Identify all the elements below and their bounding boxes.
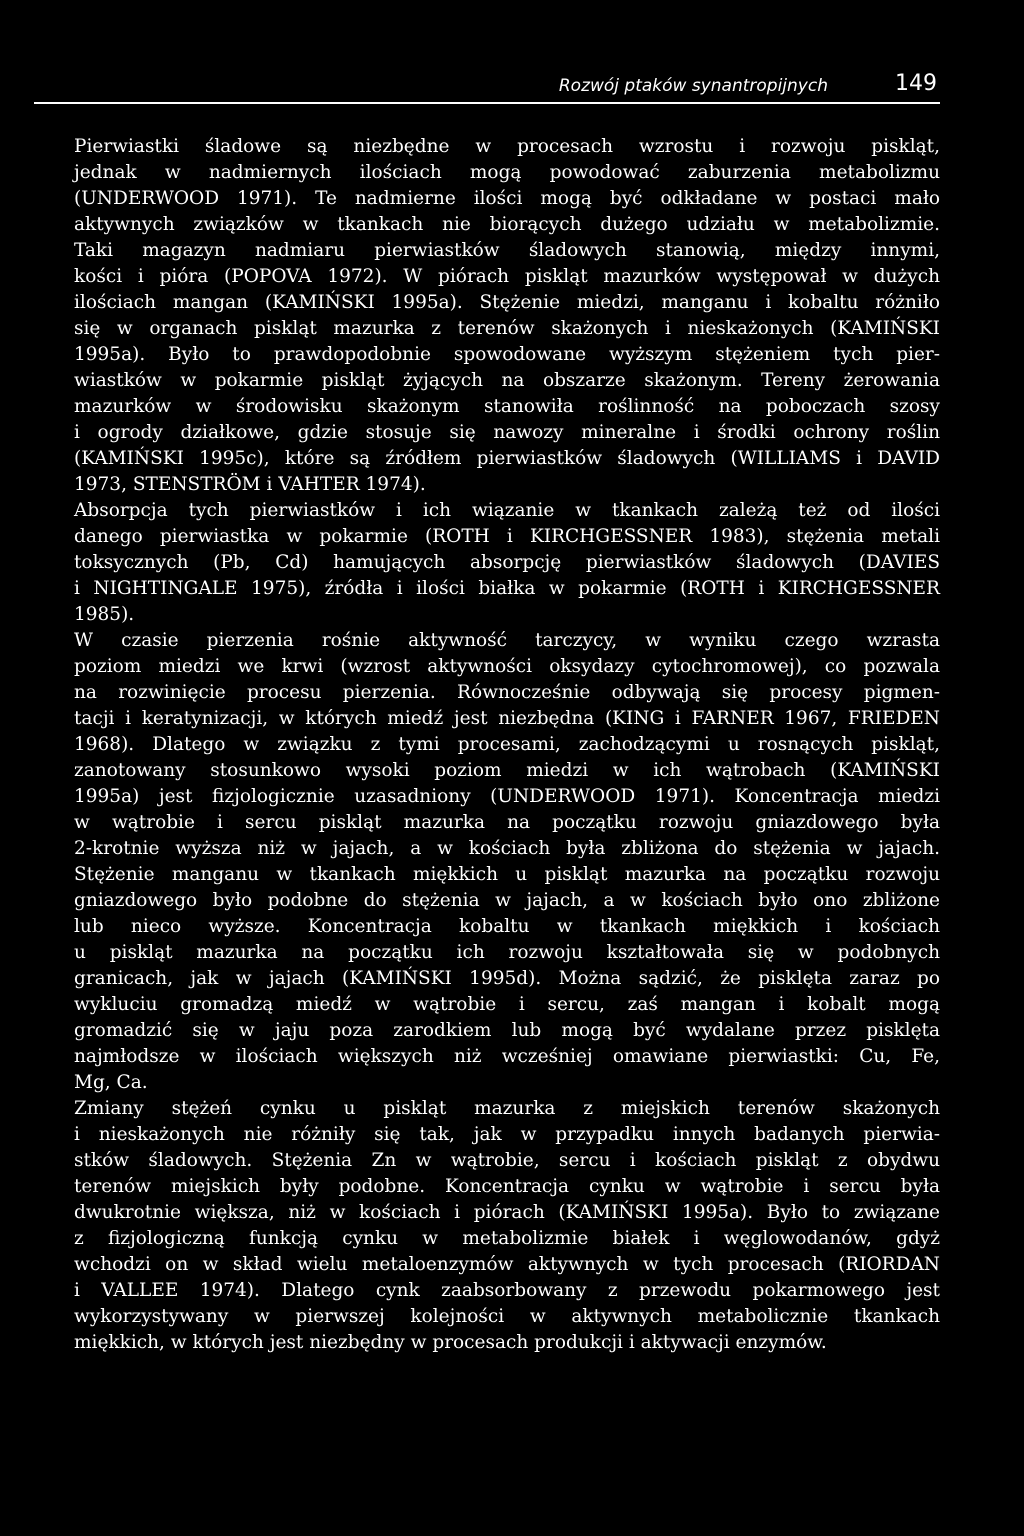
paragraph (34, 628, 940, 1096)
text-line: Zmiany stężeń cynku u piskląt mazurka z miejskich terenów skażonych (74, 1098, 940, 1119)
text-line: i VALLEE 1974). Dlatego cynk zaabsorbowany z przewodu pokarmowego jest (74, 1280, 940, 1301)
text-line: poziom miedzi we krwi (wzrost aktywności oksydazy cytochromowej), co pozwala (74, 656, 940, 677)
body-text (34, 134, 940, 1356)
text-line: 2-krotnie wyższa niż w jajach, a w kościach była zbliżona do stężenia w jajach. (74, 838, 940, 859)
text-line: toksycznych (Pb, Cd) hamujących absorpcję pierwiastków śladowych (DAVIES (74, 552, 940, 573)
text-line: w wątrobie i sercu piskląt mazurka na początku rozwoju gniazdowego była (74, 812, 940, 833)
text-line: dwukrotnie większa, niż w kościach i piórach (KAMIŃSKI 1995a). Było to związane (74, 1202, 940, 1223)
text-line: (UNDERWOOD 1971). Te nadmierne ilości mogą być odkładane w postaci mało (74, 188, 940, 209)
running-head (34, 60, 940, 104)
text-line: 1968). Dlatego w związku z tymi procesami, zachodzącymi u rosnących piskląt, (74, 734, 940, 755)
paragraph (34, 1096, 940, 1356)
text-line: 1995a) jest fizjologicznie uzasadniony (UNDERWOOD 1971). Koncentracja miedzi (74, 786, 940, 807)
text-line: wykluciu gromadzą miedź w wątrobie i sercu, zaś mangan i kobalt mogą (74, 994, 940, 1015)
text-line: tacji i keratynizacji, w których miedź jest niezbędna (KING i FARNER 1967, FRIEDEN (74, 708, 940, 729)
text-line: gromadzić się w jaju poza zarodkiem lub mogą być wydalane przez pisklęta (74, 1020, 940, 1041)
text-line: ilościach mangan (KAMIŃSKI 1995a). Stężenie miedzi, manganu i kobaltu różniło (74, 292, 940, 313)
page-number: 149 (895, 71, 937, 96)
text-line: i nieskażonych nie różniły się tak, jak w przypadku innych badanych pierwia- (74, 1124, 940, 1145)
text-line: się w organach piskląt mazurka z terenów skażonych i nieskażonych (KAMIŃSKI (74, 318, 940, 339)
text-line: z fizjologiczną funkcją cynku w metabolizmie białek i węglowodanów, gdyż (74, 1228, 940, 1249)
text-line: 1985). (74, 604, 135, 625)
text-line: danego pierwiastka w pokarmie (ROTH i KIRCHGESSNER 1983), stężenia metali (74, 526, 940, 547)
text-line: gniazdowego było podobne do stężenia w jajach, a w kościach było ono zbliżone (74, 890, 940, 911)
paragraph (34, 498, 940, 628)
text-line: Pierwiastki śladowe są niezbędne w procesach wzrostu i rozwoju piskląt, (74, 136, 940, 157)
text-line: aktywnych związków w tkankach nie biorących dużego udziału w metabolizmie. (74, 214, 940, 235)
text-line: (KAMIŃSKI 1995c), które są źródłem pierwiastków śladowych (WILLIAMS i DAVID (74, 448, 940, 469)
text-line: wchodzi on w skład wielu metaloenzymów aktywnych w tych procesach (RIORDAN (74, 1254, 940, 1275)
page (34, 60, 940, 1356)
text-line: Stężenie manganu w tkankach miękkich u piskląt mazurka na początku rozwoju (74, 864, 940, 885)
text-line: kości i pióra (POPOVA 1972). W piórach piskląt mazurków występował w dużych (74, 266, 940, 287)
text-line: 1995a). Było to prawdopodobnie spowodowane wyższym stężeniem tych pier- (74, 344, 940, 365)
text-line: na rozwinięcie procesu pierzenia. Równocześnie odbywają się procesy pigmen- (74, 682, 940, 703)
text-line: najmłodsze w ilościach większych niż wcześniej omawiane pierwiastki: Cu, Fe, (74, 1046, 940, 1067)
text-line: miękkich, w których jest niezbędny w procesach produkcji i aktywacji enzymów. (74, 1332, 827, 1353)
text-line: mazurków w środowisku skażonym stanowiła roślinność na poboczach szosy (74, 396, 940, 417)
text-line: jednak w nadmiernych ilościach mogą powodować zaburzenia metabolizmu (74, 162, 940, 183)
text-line: granicach, jak w jajach (KAMIŃSKI 1995d). Można sądzić, że pisklęta zaraz po (74, 968, 940, 989)
text-line: i NIGHTINGALE 1975), źródła i ilości białka w pokarmie (ROTH i KIRCHGESSNER (74, 578, 940, 599)
text-line: wiastków w pokarmie piskląt żyjących na obszarze skażonym. Tereny żerowania (74, 370, 940, 391)
text-line: terenów miejskich były podobne. Koncentracja cynku w wątrobie i sercu była (74, 1176, 940, 1197)
text-line: Absorpcja tych pierwiastków i ich wiązanie w tkankach zależą też od ilości (74, 500, 940, 521)
running-title: Rozwój ptaków synantropijnych (558, 76, 828, 96)
text-line: 1973, STENSTRÖM i VAHTER 1974). (74, 474, 426, 495)
text-line: Mg, Ca. (74, 1072, 148, 1093)
paragraph (34, 134, 940, 498)
text-line: i ogrody działkowe, gdzie stosuje się nawozy mineralne i środki ochrony roślin (74, 422, 940, 443)
text-line: wykorzystywany w pierwszej kolejności w aktywnych metabolicznie tkankach (74, 1306, 940, 1327)
text-line: lub nieco wyższe. Koncentracja kobaltu w tkankach miękkich i kościach (74, 916, 940, 937)
text-line: W czasie pierzenia rośnie aktywność tarczycy, w wyniku czego wzrasta (74, 630, 940, 651)
text-line: stków śladowych. Stężenia Zn w wątrobie, sercu i kościach piskląt z obydwu (74, 1150, 940, 1171)
text-line: Taki magazyn nadmiaru pierwiastków śladowych stanowią, między innymi, (74, 240, 940, 261)
text-line: u piskląt mazurka na początku ich rozwoju kształtowała się w podobnych (74, 942, 940, 963)
text-line: zanotowany stosunkowo wysoki poziom miedzi w ich wątrobach (KAMIŃSKI (74, 760, 940, 781)
